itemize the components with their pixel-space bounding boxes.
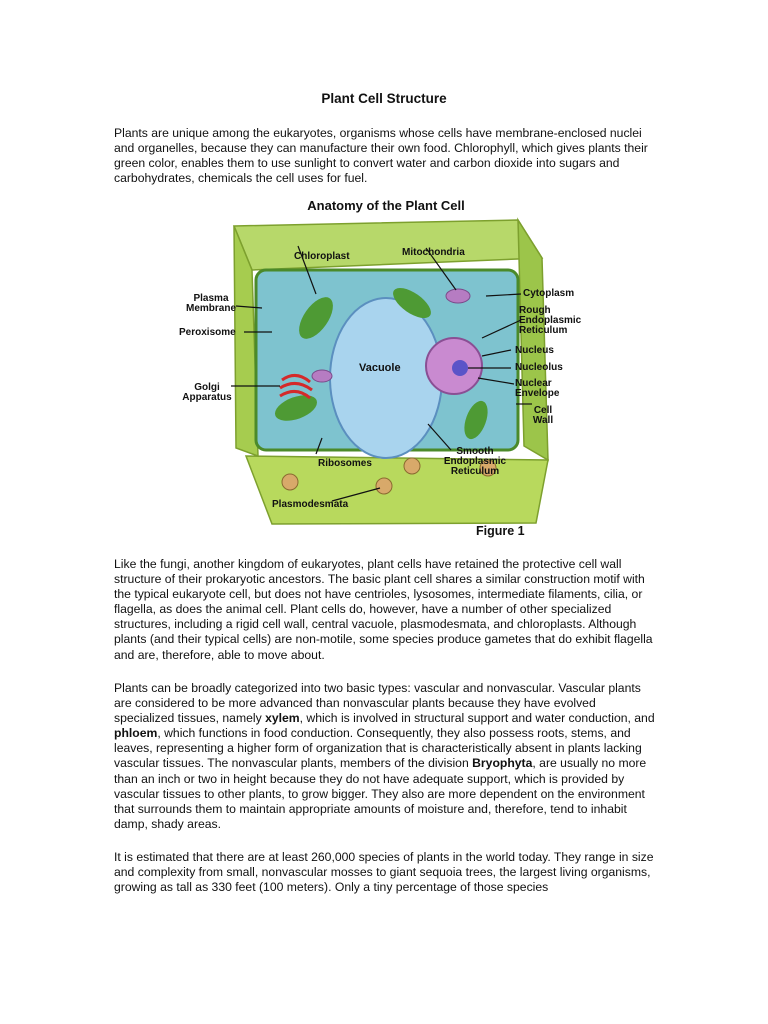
- label-peroxisome: Peroxisome: [179, 327, 236, 338]
- mitochondria-shape: [446, 289, 470, 303]
- paragraph-cell-wall: Like the fungi, another kingdom of eukaryotes, plant cells have retained the protective cell wall structure of their prokaryotic ancestors. The basic plant cell shares a similar construction motif with the typical eukaryote cell, but does not have centrioles, lysosomes, intermediate filaments, cilia, or flagella, as does the animal cell. Plant cells do, however, have a number of other specialized structures, including a rigid cell wall, central vacuole, plasmodesmata, and chloroplasts. Although plants (and their typical cells) are non-motile, some species produce gametes that do exhibit flagella and are, therefore, able to move about.: [114, 557, 653, 662]
- paragraph-intro: Plants are unique among the eukaryotes, organisms whose cells have membrane-enclosed nuclei and organelles, because they can manufacture their own food. Chlorophyll, which gives plants their green color, enables them to use sunlight to convert water and carbon dioxide into sugars and carbohydrates, chemicals the cell uses for fuel.: [114, 126, 648, 186]
- text-span: , which is involved in structural support and water conduction, and: [299, 711, 655, 726]
- bold-term-xylem: xylem: [265, 711, 300, 726]
- label-mitochondria: Mitochondria: [402, 247, 465, 258]
- label-rough-er: Rough Endoplasmic Reticulum: [519, 305, 582, 336]
- cell-wall-top: [234, 220, 542, 270]
- paragraph-vascular: [114, 681, 658, 832]
- label-cell-wall: Cell Wall: [532, 405, 554, 426]
- paragraph-species: It is estimated that there are at least 260,000 species of plants in the world today. They range in size and complexity from small, nonvascular mosses to giant sequoia trees, the largest living organisms, growing as tall as 330 feet (100 meters). Only a tiny percentage of those species: [114, 850, 654, 895]
- text-span: , are usually no more than an inch or two in height because they do not have adequate support, which is provided by vascular tissues to other plants, to grow bigger. They also are more dependent on the environment that surrounds them to maintain appropriate amounts of moisture and, therefore, tend to inhabit damp, shady areas.: [114, 756, 647, 831]
- label-vacuole: Vacuole: [359, 362, 401, 374]
- label-plasma-membrane: Plasma Membrane: [185, 293, 236, 314]
- page-title: Plant Cell Structure: [321, 91, 447, 106]
- label-smooth-er: Smooth Endoplasmic Reticulum: [443, 446, 507, 477]
- plant-cell-figure: [176, 198, 596, 544]
- figure-title: Anatomy of the Plant Cell: [307, 198, 465, 213]
- nucleolus-shape: [452, 360, 468, 376]
- bold-term-phloem: phloem: [114, 726, 158, 741]
- label-cytoplasm: Cytoplasm: [523, 288, 575, 299]
- text-span: Plants can be broadly categorized into two basic types: vascular and nonvascular. Vascular plants are considered to be more advanced than nonvascular plants because they have evolved specialized tissues, namely: [114, 681, 641, 726]
- label-nuclear-envelope: Nuclear Envelope: [515, 378, 560, 399]
- bold-term-bryophyta: Bryophyta: [472, 756, 533, 771]
- label-nucleolus: Nucleolus: [515, 362, 563, 373]
- label-plasmodesmata: Plasmodesmata: [272, 499, 349, 510]
- label-ribosomes: Ribosomes: [318, 458, 372, 469]
- label-nucleus: Nucleus: [515, 345, 554, 356]
- mitochondria-shape: [312, 370, 332, 382]
- text-span: , which functions in food conduction. Consequently, they also possess roots, stems, and leaves, representing a higher form of organization that is characteristically absent in plants lacking vascular tissues. The nonvascular plants, members of the division: [114, 726, 642, 771]
- vacuole-shape: [330, 298, 442, 458]
- label-golgi: Golgi Apparatus: [182, 382, 232, 403]
- figure-caption: Figure 1: [476, 524, 525, 538]
- label-chloroplast: Chloroplast: [294, 251, 350, 262]
